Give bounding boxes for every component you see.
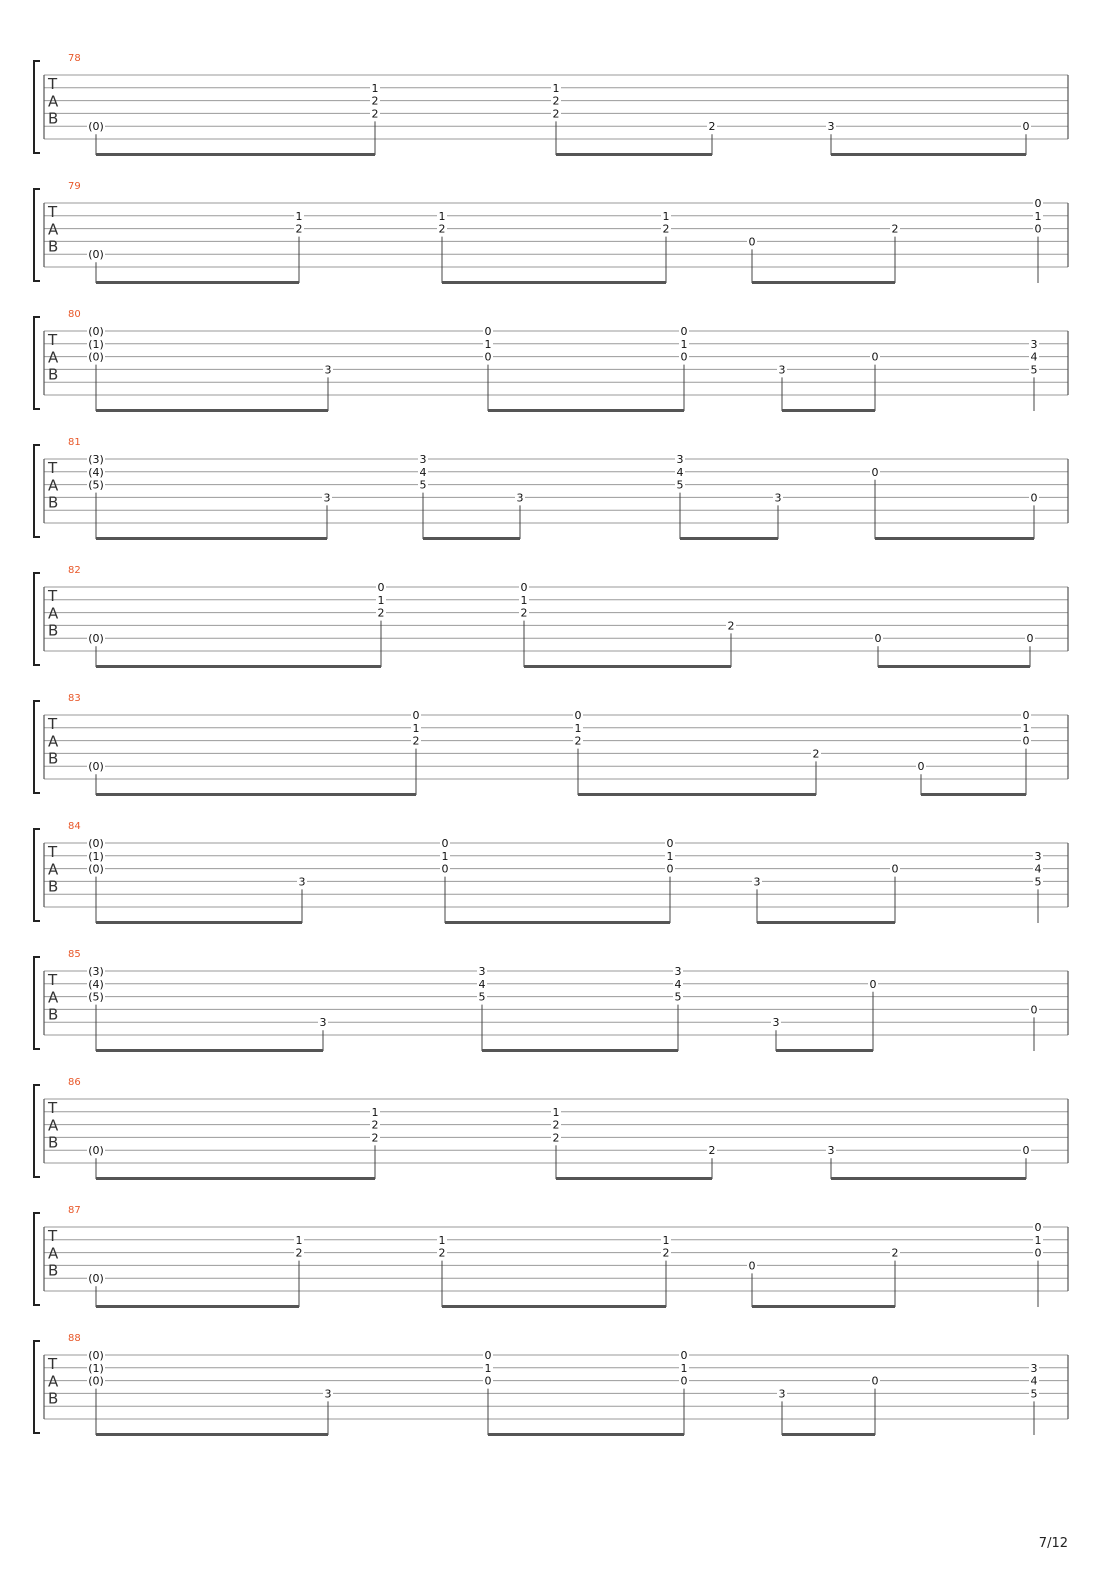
- beam: [776, 1049, 873, 1052]
- tab-system: [34, 1205, 1068, 1308]
- fret-number: 3: [778, 1387, 786, 1401]
- fret-number: 3: [516, 491, 524, 505]
- fret-number: (0): [88, 248, 104, 262]
- fret-number: 1: [680, 1361, 688, 1375]
- tab-clef-letter: T: [48, 1099, 58, 1117]
- measure-number: 82: [68, 565, 81, 576]
- fret-number: 1: [662, 1233, 670, 1247]
- beam: [96, 409, 328, 412]
- system-bracket: [34, 573, 40, 665]
- fret-number: 0: [484, 350, 492, 364]
- beam: [482, 1049, 678, 1052]
- tab-clef-letter: B: [48, 237, 59, 256]
- fret-number: (0): [88, 1272, 104, 1286]
- fret-number: 0: [1022, 734, 1030, 748]
- fret-number: 2: [552, 107, 560, 121]
- fret-number: 2: [662, 222, 670, 236]
- fret-number: 0: [871, 350, 879, 364]
- fret-number: 0: [666, 862, 674, 876]
- fret-number: 3: [827, 1144, 835, 1158]
- fret-number: 2: [708, 1144, 716, 1158]
- fret-number: 2: [371, 94, 379, 108]
- tab-system: [34, 693, 1068, 796]
- fret-number: 2: [371, 1131, 379, 1145]
- fret-number: (5): [88, 478, 104, 492]
- fret-number: 2: [412, 734, 420, 748]
- tab-system: [34, 949, 1068, 1052]
- fret-number: 3: [323, 491, 331, 505]
- fret-number: 0: [1034, 197, 1042, 210]
- fret-number: 3: [319, 1016, 327, 1030]
- fret-number: 3: [772, 1016, 780, 1030]
- measure-number: 87: [68, 1205, 81, 1216]
- system-bracket: [34, 189, 40, 281]
- fret-number: 1: [520, 593, 528, 607]
- tab-clef-letter: A: [48, 988, 59, 1007]
- fret-number: 2: [891, 1246, 899, 1260]
- fret-number: (5): [88, 990, 104, 1004]
- tab-clef-letter: B: [48, 1005, 59, 1024]
- tab-clef-letter: A: [48, 860, 59, 879]
- fret-number: 5: [676, 478, 684, 492]
- system-bracket: [34, 701, 40, 793]
- fret-number: 2: [708, 120, 716, 134]
- fret-number: (3): [88, 453, 104, 466]
- fret-number: 5: [478, 990, 486, 1004]
- fret-number: 5: [419, 478, 427, 492]
- fret-number: 3: [774, 491, 782, 505]
- fret-number: 0: [871, 1374, 879, 1388]
- system-bracket: [34, 957, 40, 1049]
- tab-system: [34, 1333, 1068, 1436]
- fret-number: 4: [674, 977, 682, 991]
- beam: [445, 921, 670, 924]
- fret-number: 1: [441, 849, 449, 863]
- fret-number: 3: [324, 1387, 332, 1401]
- measure-number: 86: [68, 1077, 81, 1088]
- fret-number: (1): [88, 849, 104, 863]
- tab-clef-letter: A: [48, 1372, 59, 1391]
- fret-number: 0: [484, 1349, 492, 1362]
- system-bracket: [34, 1213, 40, 1305]
- fret-number: 2: [295, 1246, 303, 1260]
- fret-number: 0: [891, 862, 899, 876]
- fret-number: (4): [88, 465, 104, 479]
- tab-clef-letter: A: [48, 1244, 59, 1263]
- fret-number: 2: [662, 1246, 670, 1260]
- fret-number: 2: [371, 1118, 379, 1132]
- fret-number: 2: [438, 222, 446, 236]
- tab-clef-letter: B: [48, 621, 59, 640]
- fret-number: (0): [88, 1374, 104, 1388]
- tab-clef-letter: A: [48, 732, 59, 751]
- system-bracket: [34, 1085, 40, 1177]
- beam: [488, 1433, 684, 1436]
- fret-number: 1: [666, 849, 674, 863]
- measure-number: 78: [68, 53, 81, 64]
- fret-number: (0): [88, 837, 104, 850]
- tab-clef-letter: A: [48, 604, 59, 623]
- tab-clef-letter: B: [48, 1389, 59, 1408]
- fret-number: 0: [441, 837, 449, 850]
- fret-number: 1: [371, 1105, 379, 1119]
- fret-number: 1: [484, 1361, 492, 1375]
- fret-number: 0: [1034, 1221, 1042, 1234]
- tab-clef-letter: A: [48, 220, 59, 239]
- fret-number: 2: [812, 747, 820, 761]
- fret-number: 3: [674, 965, 682, 978]
- fret-number: 0: [871, 465, 879, 479]
- fret-number: 3: [298, 875, 306, 889]
- fret-number: 2: [727, 619, 735, 633]
- fret-number: 3: [1034, 849, 1042, 863]
- beam: [96, 1177, 375, 1180]
- beam: [96, 665, 381, 668]
- tab-clef-letter: A: [48, 1116, 59, 1135]
- fret-number: 3: [676, 453, 684, 466]
- tab-clef-letter: A: [48, 476, 59, 495]
- fret-number: (3): [88, 965, 104, 978]
- tab-system: [34, 181, 1068, 284]
- fret-number: (0): [88, 120, 104, 134]
- system-bracket: [34, 829, 40, 921]
- measure-number: 81: [68, 437, 81, 448]
- fret-number: 5: [1030, 1387, 1038, 1401]
- beam: [96, 537, 327, 540]
- fret-number: 0: [748, 1259, 756, 1273]
- beam: [423, 537, 520, 540]
- fret-number: 0: [412, 709, 420, 722]
- tab-clef-letter: T: [48, 459, 58, 477]
- fret-number: 4: [676, 465, 684, 479]
- beam: [556, 153, 712, 156]
- beam: [488, 409, 684, 412]
- fret-number: 1: [438, 209, 446, 223]
- fret-number: 1: [371, 81, 379, 95]
- fret-number: 0: [666, 837, 674, 850]
- fret-number: (0): [88, 632, 104, 646]
- fret-number: 5: [1030, 363, 1038, 377]
- fret-number: 0: [680, 350, 688, 364]
- system-bracket: [34, 1341, 40, 1433]
- fret-number: (0): [88, 1349, 104, 1362]
- tab-clef-letter: T: [48, 331, 58, 349]
- tab-clef-letter: T: [48, 843, 58, 861]
- tab-clef-letter: T: [48, 203, 58, 221]
- fret-number: 4: [478, 977, 486, 991]
- fret-number: 3: [478, 965, 486, 978]
- tab-clef-letter: B: [48, 493, 59, 512]
- fret-number: 3: [778, 363, 786, 377]
- tab-clef-letter: T: [48, 75, 58, 93]
- beam: [442, 281, 666, 284]
- tab-clef-letter: B: [48, 1133, 59, 1152]
- measure-number: 88: [68, 1333, 81, 1344]
- fret-number: 0: [680, 325, 688, 338]
- tab-clef-letter: B: [48, 749, 59, 768]
- system-bracket: [34, 317, 40, 409]
- beam: [96, 1049, 323, 1052]
- measure-number: 80: [68, 309, 81, 320]
- fret-number: 1: [295, 1233, 303, 1247]
- fret-number: 1: [1034, 209, 1042, 223]
- fret-number: 2: [552, 94, 560, 108]
- measure-number: 83: [68, 693, 81, 704]
- fret-number: (0): [88, 325, 104, 338]
- fret-number: 0: [748, 235, 756, 249]
- fret-number: 3: [324, 363, 332, 377]
- measure-number: 79: [68, 181, 81, 192]
- fret-number: 1: [574, 721, 582, 735]
- fret-number: 2: [520, 606, 528, 620]
- fret-number: 1: [484, 337, 492, 351]
- fret-number: 0: [869, 977, 877, 991]
- beam: [921, 793, 1026, 796]
- tab-clef-letter: B: [48, 877, 59, 896]
- fret-number: (4): [88, 977, 104, 991]
- tab-clef-letter: B: [48, 365, 59, 384]
- system-bracket: [34, 61, 40, 153]
- fret-number: (1): [88, 1361, 104, 1375]
- fret-number: 2: [574, 734, 582, 748]
- beam: [578, 793, 816, 796]
- beam: [875, 537, 1034, 540]
- fret-number: 4: [1030, 1374, 1038, 1388]
- fret-number: 0: [1034, 1246, 1042, 1260]
- fret-number: 1: [438, 1233, 446, 1247]
- fret-number: 2: [295, 222, 303, 236]
- fret-number: 0: [484, 1374, 492, 1388]
- beam: [752, 281, 895, 284]
- fret-number: 0: [1022, 120, 1030, 134]
- fret-number: 0: [377, 581, 385, 594]
- beam: [782, 409, 875, 412]
- fret-number: (0): [88, 862, 104, 876]
- fret-number: 1: [662, 209, 670, 223]
- tab-clef-letter: A: [48, 348, 59, 367]
- fret-number: 0: [484, 325, 492, 338]
- fret-number: 1: [552, 1105, 560, 1119]
- tab-clef-letter: T: [48, 1227, 58, 1245]
- fret-number: 3: [1030, 1361, 1038, 1375]
- fret-number: 1: [680, 337, 688, 351]
- tab-system: [34, 309, 1068, 412]
- tab-system: [34, 53, 1068, 156]
- fret-number: (0): [88, 760, 104, 774]
- fret-number: 0: [1022, 709, 1030, 722]
- fret-number: 0: [680, 1374, 688, 1388]
- beam: [831, 153, 1026, 156]
- tab-clef-letter: T: [48, 1355, 58, 1373]
- beam: [752, 1305, 895, 1308]
- fret-number: 2: [552, 1118, 560, 1132]
- beam: [680, 537, 778, 540]
- fret-number: 3: [1030, 337, 1038, 351]
- system-bracket: [34, 445, 40, 537]
- fret-number: 2: [377, 606, 385, 620]
- fret-number: 0: [874, 632, 882, 646]
- fret-number: 1: [412, 721, 420, 735]
- beam: [96, 793, 416, 796]
- fret-number: 4: [1030, 350, 1038, 364]
- beam: [556, 1177, 712, 1180]
- tab-clef-letter: B: [48, 1261, 59, 1280]
- beam: [96, 1305, 299, 1308]
- fret-number: 2: [552, 1131, 560, 1145]
- tab-system: [34, 1077, 1068, 1180]
- beam: [96, 921, 302, 924]
- fret-number: 4: [1034, 862, 1042, 876]
- fret-number: 1: [295, 209, 303, 223]
- fret-number: 3: [827, 120, 835, 134]
- fret-number: 1: [377, 593, 385, 607]
- fret-number: 1: [552, 81, 560, 95]
- fret-number: 5: [1034, 875, 1042, 889]
- fret-number: 2: [438, 1246, 446, 1260]
- beam: [96, 153, 375, 156]
- fret-number: 2: [371, 107, 379, 121]
- tab-system: [34, 437, 1068, 540]
- measure-number: 85: [68, 949, 81, 960]
- tab-clef-letter: T: [48, 715, 58, 733]
- fret-number: (1): [88, 337, 104, 351]
- beam: [782, 1433, 875, 1436]
- fret-number: 0: [917, 760, 925, 774]
- beam: [831, 1177, 1026, 1180]
- tab-system: [34, 565, 1068, 668]
- fret-number: 5: [674, 990, 682, 1004]
- measure-number: 84: [68, 821, 81, 832]
- fret-number: 3: [753, 875, 761, 889]
- tab-clef-letter: B: [48, 109, 59, 128]
- fret-number: 0: [441, 862, 449, 876]
- page-number: 7/12: [1038, 1536, 1068, 1551]
- beam: [878, 665, 1030, 668]
- fret-number: 1: [1034, 1233, 1042, 1247]
- tab-clef-letter: A: [48, 92, 59, 111]
- fret-number: (0): [88, 350, 104, 364]
- fret-number: 0: [680, 1349, 688, 1362]
- fret-number: 0: [1030, 1003, 1038, 1017]
- beam: [524, 665, 731, 668]
- fret-number: 0: [1026, 632, 1034, 646]
- fret-number: 3: [419, 453, 427, 466]
- tab-clef-letter: T: [48, 971, 58, 989]
- fret-number: 0: [1034, 222, 1042, 236]
- fret-number: 0: [1022, 1144, 1030, 1158]
- fret-number: 0: [520, 581, 528, 594]
- beam: [757, 921, 895, 924]
- fret-number: 2: [891, 222, 899, 236]
- fret-number: 0: [574, 709, 582, 722]
- beam: [96, 1433, 328, 1436]
- beam: [442, 1305, 666, 1308]
- beam: [96, 281, 299, 284]
- fret-number: 4: [419, 465, 427, 479]
- tab-system: [34, 821, 1068, 924]
- fret-number: (0): [88, 1144, 104, 1158]
- fret-number: 0: [1030, 491, 1038, 505]
- fret-number: 1: [1022, 721, 1030, 735]
- tab-clef-letter: T: [48, 587, 58, 605]
